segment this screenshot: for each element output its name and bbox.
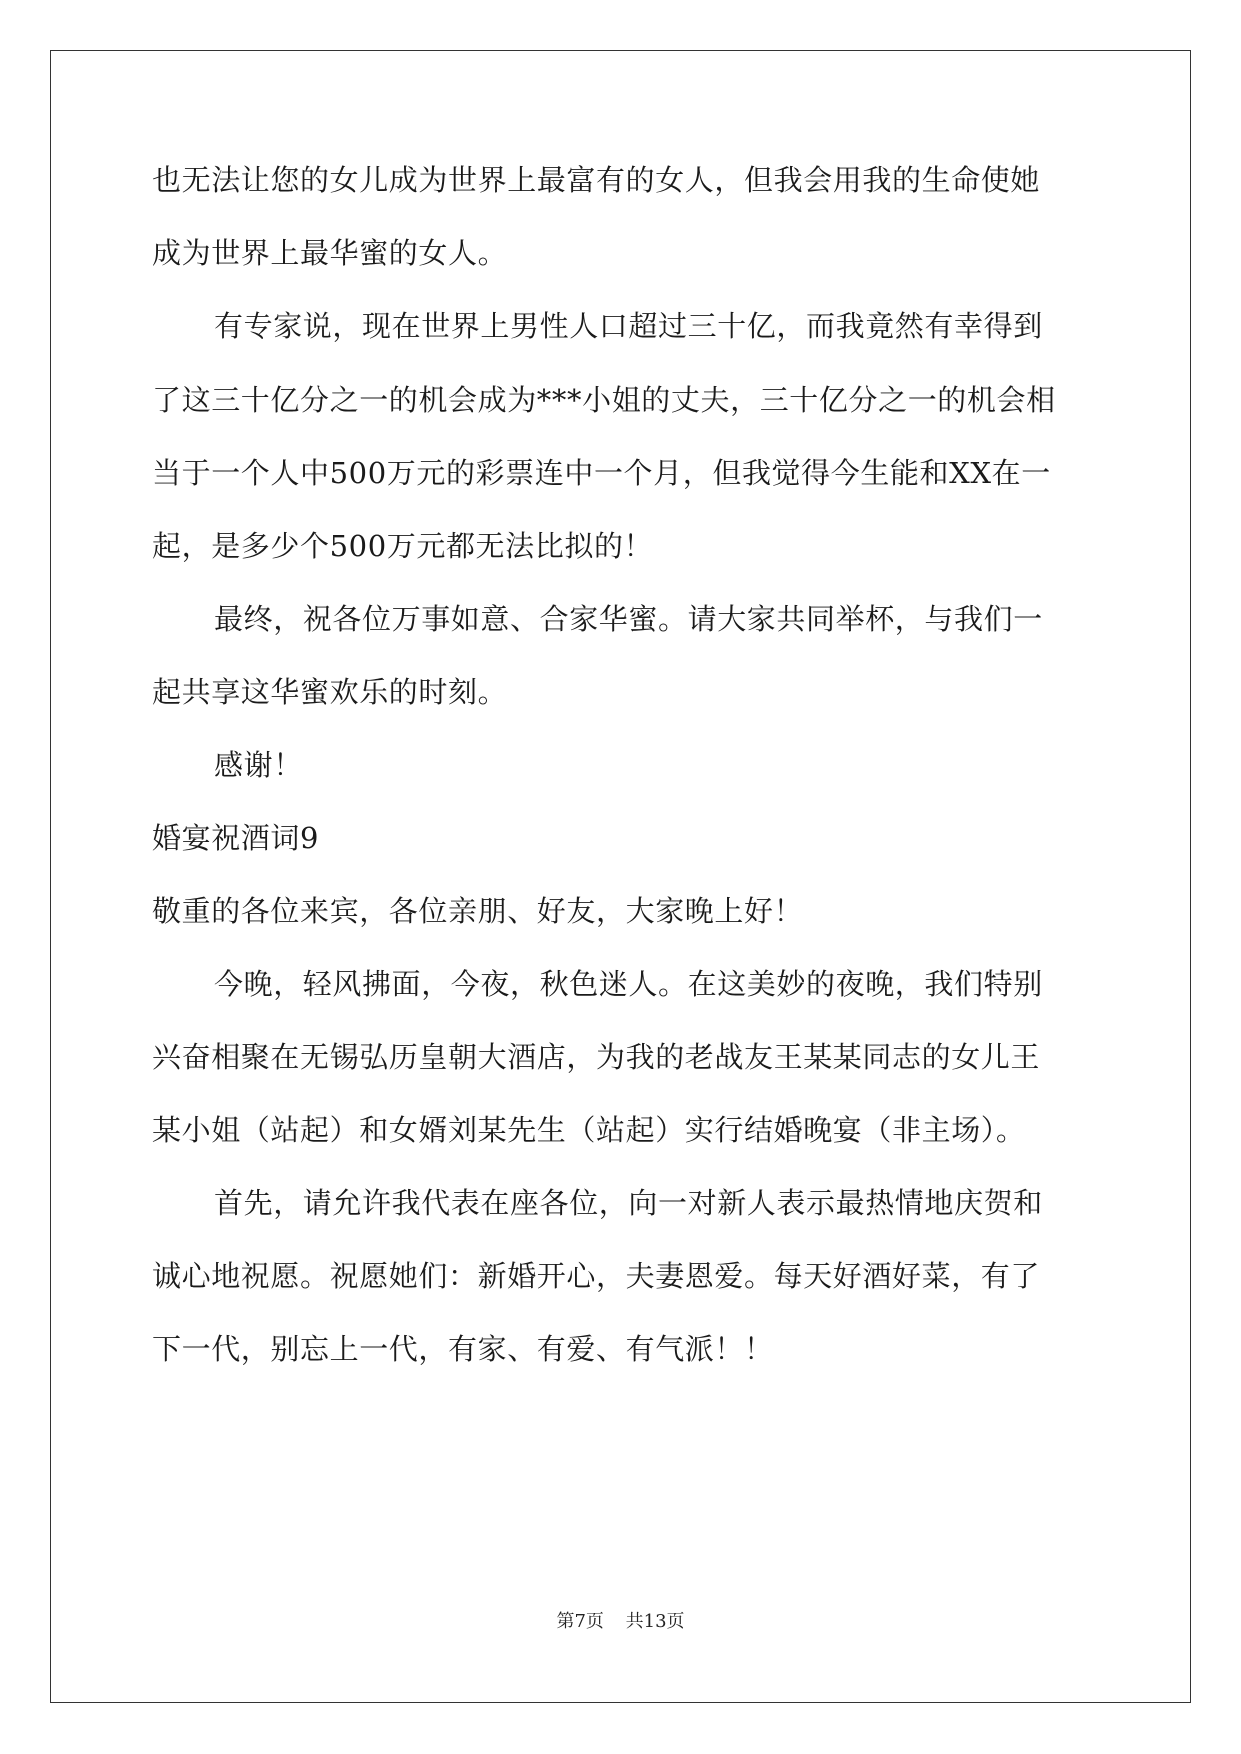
text-line: 也无法让您的女儿成为世界上最富有的女人，但我会用我的生命使她: [152, 163, 1041, 197]
text-line: 兴奋相聚在无锡弘历皇朝大酒店，为我的老战友王某某同志的女儿王: [152, 1040, 1041, 1074]
closing-thanks: 感谢！: [214, 748, 303, 782]
paragraph-start: 有专家说，现在世界上男性人口超过三十亿，而我竟然有幸得到: [214, 309, 1043, 343]
paragraph-start: 首先，请允许我代表在座各位，向一对新人表示最热情地庆贺和: [214, 1186, 1043, 1220]
text-line: 下一代，别忘上一代，有家、有爱、有气派！！: [152, 1332, 774, 1366]
text-line: 诚心地祝愿。祝愿她们：新婚开心，夫妻恩爱。每天好酒好菜，有了: [152, 1259, 1041, 1293]
text-line: 成为世界上最华蜜的女人。: [152, 236, 508, 270]
text-line: 当于一个人中500万元的彩票连中一个月，但我觉得今生能和XX在一: [152, 456, 1051, 490]
page-total: 共13页: [625, 1611, 685, 1632]
page-footer: [0, 1610, 1241, 1634]
greeting-line: 敬重的各位来宾，各位亲朋、好友，大家晚上好！: [152, 894, 804, 928]
text-line: 了这三十亿分之一的机会成为***小姐的丈夫，三十亿分之一的机会相: [152, 383, 1056, 417]
page-number: 第7页: [556, 1611, 604, 1632]
text-line: 起，是多少个500万元都无法比拟的！: [152, 529, 654, 563]
text-line: 某小姐（站起）和女婿刘某先生（站起）实行结婚晚宴（非主场）。: [152, 1113, 1026, 1147]
text-line: 起共享这华蜜欢乐的时刻。: [152, 675, 508, 709]
paragraph-start: 今晚，轻风拂面，今夜，秋色迷人。在这美妙的夜晚，我们特别: [214, 967, 1043, 1001]
page-border: [50, 50, 1191, 1703]
section-heading: 婚宴祝酒词9: [152, 821, 320, 855]
paragraph-start: 最终，祝各位万事如意、合家华蜜。请大家共同举杯，与我们一: [214, 602, 1043, 636]
